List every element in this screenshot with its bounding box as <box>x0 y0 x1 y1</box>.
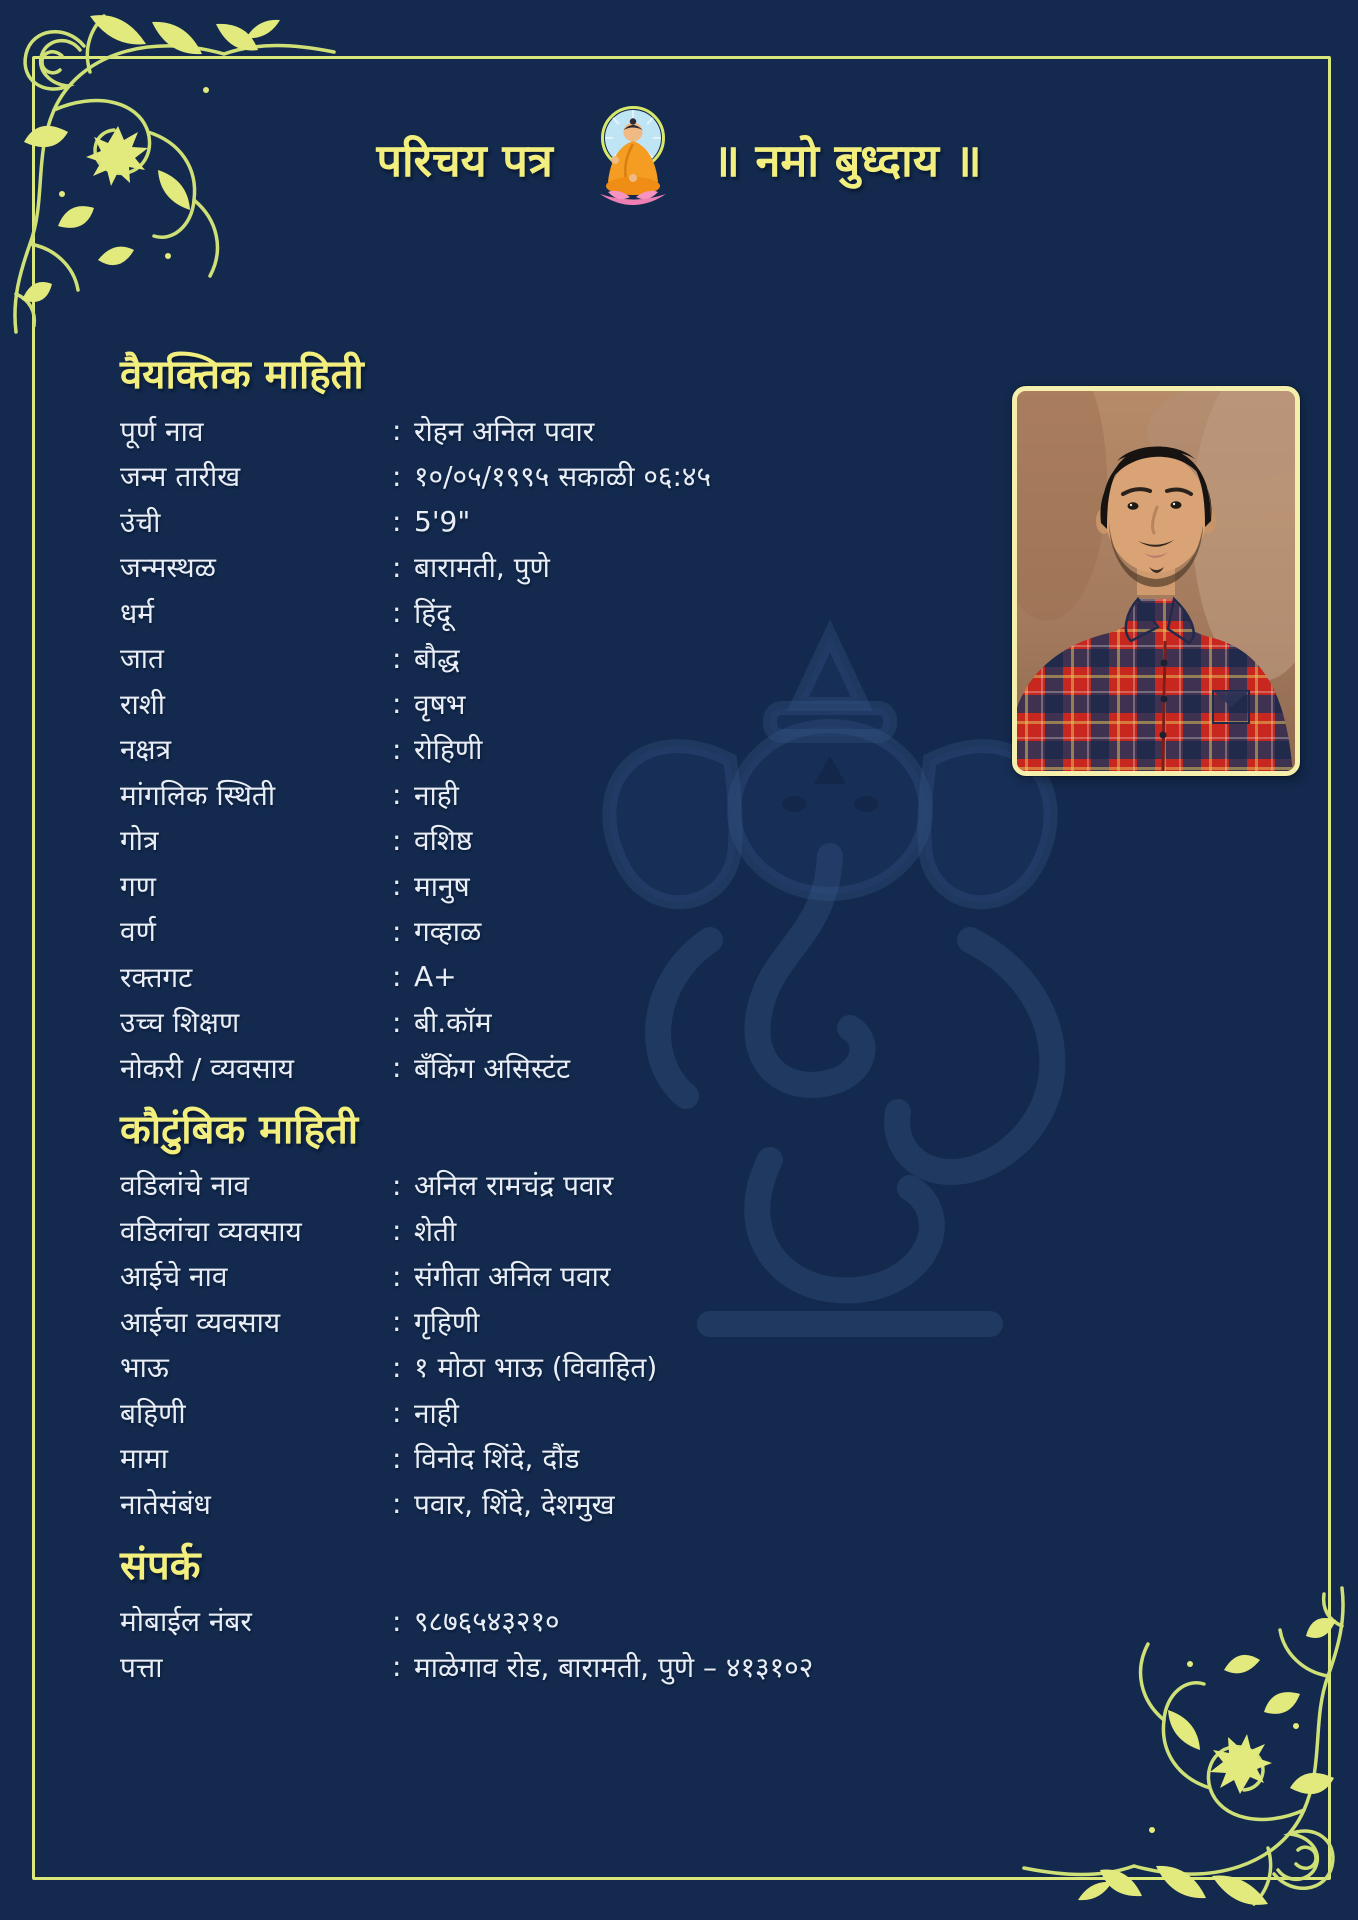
field-label: भाऊ <box>120 1351 169 1385</box>
field-colon: : <box>392 869 402 903</box>
field-row <box>120 1163 990 1209</box>
field-label: जन्मस्थळ <box>120 551 216 585</box>
field-value: हिंदू <box>414 596 451 630</box>
field-value: A+ <box>414 960 457 994</box>
field-row <box>120 545 990 591</box>
field-colon: : <box>392 505 402 539</box>
field-label: नक्षत्र <box>120 733 172 767</box>
field-value: मानुष <box>414 869 470 903</box>
field-label: उच्च शिक्षण <box>120 1006 240 1040</box>
field-row <box>120 1390 990 1436</box>
field-row <box>120 1000 990 1046</box>
field-value: ९८७६५४३२१० <box>414 1605 560 1639</box>
field-value: रोहन अनिल पवार <box>414 414 595 448</box>
field-row <box>120 454 990 500</box>
field-value: वृषभ <box>414 687 466 721</box>
field-colon: : <box>392 550 402 584</box>
section-heading: कौटुंबिक माहिती <box>120 1106 359 1153</box>
field-value: शेती <box>414 1214 457 1248</box>
sections-container <box>120 352 990 1690</box>
field-label: गोत्र <box>120 824 159 858</box>
field-colon: : <box>392 823 402 857</box>
field-colon: : <box>392 1168 402 1202</box>
field-colon: : <box>392 1259 402 1293</box>
field-colon: : <box>392 1005 402 1039</box>
field-colon: : <box>392 596 402 630</box>
field-label: आईचा व्यवसाय <box>120 1305 281 1339</box>
field-label: मोबाईल नंबर <box>120 1605 252 1639</box>
section-heading: संपर्क <box>120 1542 201 1589</box>
field-value: अनिल रामचंद्र पवार <box>414 1169 614 1203</box>
field-value: संगीता अनिल पवार <box>414 1260 611 1294</box>
field-row <box>120 909 990 955</box>
field-label: पत्ता <box>120 1650 163 1684</box>
field-colon: : <box>392 1604 402 1638</box>
field-row <box>120 818 990 864</box>
field-row <box>120 590 990 636</box>
field-row <box>120 772 990 818</box>
field-row <box>120 1599 990 1645</box>
field-colon: : <box>392 778 402 812</box>
field-value: १०/०५/१९९५ सकाळी ०६:४५ <box>414 460 712 494</box>
floral-corner-bottom-right-icon <box>1022 1586 1358 1920</box>
field-colon: : <box>392 459 402 493</box>
field-value: 5'9" <box>414 505 471 539</box>
field-colon: : <box>392 1214 402 1248</box>
field-colon: : <box>392 1650 402 1684</box>
field-label: वर्ण <box>120 915 156 949</box>
field-row <box>120 408 990 454</box>
field-label: राशी <box>120 687 165 721</box>
field-label: मांगलिक स्थिती <box>120 778 276 812</box>
field-label: पूर्ण नाव <box>120 414 204 448</box>
field-value: नाही <box>414 1396 459 1430</box>
field-row <box>120 1045 990 1091</box>
field-value: बौद्ध <box>414 642 460 676</box>
field-row <box>120 863 990 909</box>
field-value: रोहिणी <box>414 733 483 767</box>
field-value: वशिष्ठ <box>414 824 473 858</box>
info-section <box>120 1107 990 1527</box>
profile-photo <box>1012 386 1300 776</box>
field-row <box>120 1299 990 1345</box>
field-label: नोकरी / व्यवसाय <box>120 1051 295 1085</box>
field-value: विनोद शिंदे, दौंड <box>414 1442 580 1476</box>
field-label: गण <box>120 869 157 903</box>
section-heading: वैयक्तिक माहिती <box>120 352 364 398</box>
field-value: बी.कॉम <box>414 1006 492 1040</box>
field-row <box>120 499 990 545</box>
field-colon: : <box>392 732 402 766</box>
field-label: मामा <box>120 1442 168 1476</box>
field-row <box>120 1208 990 1254</box>
field-value: १ मोठा भाऊ (विवाहित) <box>414 1351 658 1385</box>
page-header <box>0 100 1358 220</box>
field-row <box>120 1254 990 1300</box>
field-colon: : <box>392 1441 402 1475</box>
field-row <box>120 1481 990 1527</box>
field-colon: : <box>392 1350 402 1384</box>
field-label: वडिलांचे नाव <box>120 1169 250 1203</box>
field-colon: : <box>392 914 402 948</box>
info-section <box>120 1543 990 1690</box>
field-colon: : <box>392 960 402 994</box>
field-row <box>120 1436 990 1482</box>
field-label: वडिलांचा व्यवसाय <box>120 1214 302 1248</box>
field-row <box>120 1345 990 1391</box>
field-row <box>120 636 990 682</box>
field-label: जन्म तारीख <box>120 460 241 494</box>
field-colon: : <box>392 414 402 448</box>
field-colon: : <box>392 1305 402 1339</box>
field-label: रक्तगट <box>120 960 193 994</box>
field-colon: : <box>392 687 402 721</box>
field-label: जात <box>120 642 164 676</box>
field-colon: : <box>392 1396 402 1430</box>
field-label: धर्म <box>120 596 154 630</box>
field-label: नातेसंबंध <box>120 1487 211 1521</box>
field-colon: : <box>392 1487 402 1521</box>
field-value: पवार, शिंदे, देशमुख <box>414 1487 615 1521</box>
field-row <box>120 681 990 727</box>
field-value: माळेगाव रोड, बारामती, पुणे – ४१३१०२ <box>414 1650 814 1684</box>
field-value: गव्हाळ <box>414 915 482 949</box>
info-section <box>120 352 990 1091</box>
field-value: नाही <box>414 778 459 812</box>
page-title: परिचय पत्र <box>376 133 553 187</box>
buddha-icon <box>587 104 679 216</box>
field-value: बारामती, पुणे <box>414 551 550 585</box>
field-label: उंची <box>120 505 161 539</box>
field-row <box>120 1644 990 1690</box>
field-label: बहिणी <box>120 1396 186 1430</box>
field-value: बँकिंग असिस्टंट <box>414 1051 571 1085</box>
field-row <box>120 727 990 773</box>
invocation-text: ॥ नमो बुध्दाय ॥ <box>712 133 982 187</box>
field-value: गृहिणी <box>414 1305 480 1339</box>
field-row <box>120 954 990 1000</box>
field-label: आईचे नाव <box>120 1260 228 1294</box>
field-colon: : <box>392 1051 402 1085</box>
field-colon: : <box>392 641 402 675</box>
